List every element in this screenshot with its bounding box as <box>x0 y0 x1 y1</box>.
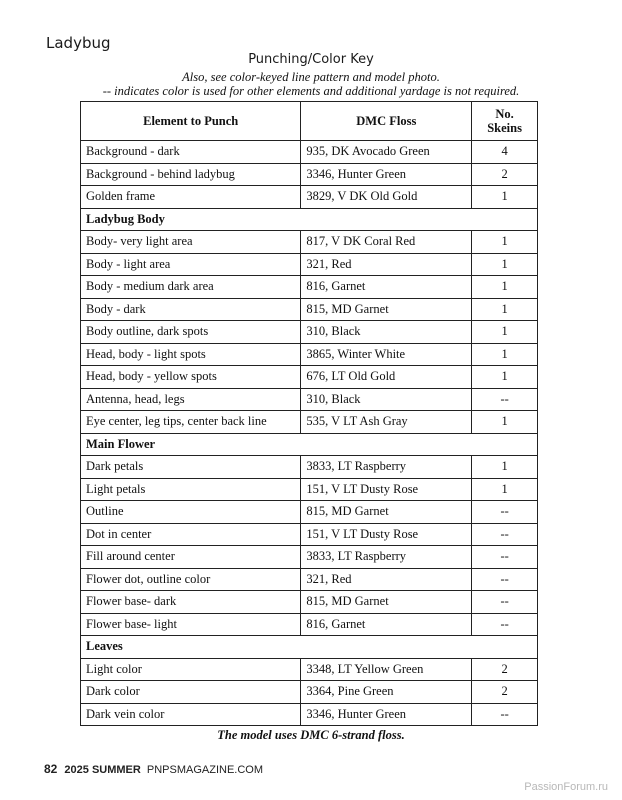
skeins-cell: 1 <box>472 366 538 389</box>
element-cell: Body - medium dark area <box>81 276 301 299</box>
floss-cell: 815, MD Garnet <box>301 298 472 321</box>
floss-cell: 815, MD Garnet <box>301 591 472 614</box>
floss-cell: 151, V LT Dusty Rose <box>301 478 472 501</box>
floss-cell: 3346, Hunter Green <box>301 163 472 186</box>
element-cell: Background - dark <box>81 141 301 164</box>
skeins-cell: 1 <box>472 411 538 434</box>
element-cell: Body outline, dark spots <box>81 321 301 344</box>
footnote: The model uses DMC 6-strand floss. <box>217 728 405 742</box>
element-cell: Eye center, leg tips, center back line <box>81 411 301 434</box>
table-row <box>81 141 538 164</box>
skeins-cell: -- <box>472 568 538 591</box>
skeins-cell: -- <box>472 388 538 411</box>
watermark: PassionForum.ru <box>524 781 608 793</box>
floss-cell: 3833, LT Raspberry <box>301 546 472 569</box>
table-row <box>81 568 538 591</box>
element-cell: Fill around center <box>81 546 301 569</box>
floss-cell: 817, V DK Coral Red <box>301 231 472 254</box>
floss-cell: 310, Black <box>301 388 472 411</box>
group-row <box>81 433 538 456</box>
header-element: Element to Punch <box>81 102 301 141</box>
element-cell: Body- very light area <box>81 231 301 254</box>
table-row <box>81 681 538 704</box>
table-row <box>81 343 538 366</box>
element-cell: Antenna, head, legs <box>81 388 301 411</box>
table-row <box>81 276 538 299</box>
skeins-cell: 1 <box>472 276 538 299</box>
skeins-cell: 2 <box>472 658 538 681</box>
group-row <box>81 636 538 659</box>
element-cell: Light petals <box>81 478 301 501</box>
floss-cell: 676, LT Old Gold <box>301 366 472 389</box>
floss-cell: 151, V LT Dusty Rose <box>301 523 472 546</box>
skeins-cell: -- <box>472 523 538 546</box>
floss-cell: 310, Black <box>301 321 472 344</box>
element-cell: Flower base- light <box>81 613 301 636</box>
floss-cell: 935, DK Avocado Green <box>301 141 472 164</box>
skeins-cell: -- <box>472 501 538 524</box>
element-cell: Background - behind ladybug <box>81 163 301 186</box>
table-row <box>81 411 538 434</box>
skeins-cell: 1 <box>472 298 538 321</box>
table-row <box>81 253 538 276</box>
skeins-cell: 1 <box>472 186 538 209</box>
skeins-cell: -- <box>472 546 538 569</box>
element-cell: Head, body - light spots <box>81 343 301 366</box>
floss-cell: 321, Red <box>301 568 472 591</box>
note-line-2: -- indicates color is used for other elements and additional yardage is not required. <box>102 84 520 98</box>
element-cell: Head, body - yellow spots <box>81 366 301 389</box>
floss-cell: 815, MD Garnet <box>301 501 472 524</box>
table-row <box>81 163 538 186</box>
issue-label: 2025 SUMMER <box>64 764 141 776</box>
table-row <box>81 321 538 344</box>
table-row <box>81 456 538 479</box>
table-row <box>81 703 538 726</box>
floss-cell: 3829, V DK Old Gold <box>301 186 472 209</box>
section-title: Ladybug <box>46 34 111 52</box>
table-row <box>81 591 538 614</box>
table-row <box>81 501 538 524</box>
skeins-cell: 1 <box>472 231 538 254</box>
skeins-cell: -- <box>472 613 538 636</box>
group-label: Leaves <box>81 636 538 659</box>
group-label: Ladybug Body <box>81 208 538 231</box>
table-row <box>81 186 538 209</box>
group-label: Main Flower <box>81 433 538 456</box>
floss-cell: 3865, Winter White <box>301 343 472 366</box>
element-cell: Dot in center <box>81 523 301 546</box>
table-row <box>81 366 538 389</box>
skeins-cell: 2 <box>472 681 538 704</box>
table-row <box>81 298 538 321</box>
color-key-table <box>80 101 538 726</box>
element-cell: Dark petals <box>81 456 301 479</box>
element-cell: Dark color <box>81 681 301 704</box>
element-cell: Outline <box>81 501 301 524</box>
floss-cell: 816, Garnet <box>301 276 472 299</box>
table-body <box>81 141 538 726</box>
skeins-cell: 2 <box>472 163 538 186</box>
element-cell: Light color <box>81 658 301 681</box>
element-cell: Golden frame <box>81 186 301 209</box>
skeins-cell: 1 <box>472 253 538 276</box>
magazine-site: PNPSMAGAZINE.COM <box>146 764 264 776</box>
floss-cell: 535, V LT Ash Gray <box>301 411 472 434</box>
table-header-row <box>81 102 538 141</box>
floss-cell: 321, Red <box>301 253 472 276</box>
table-row <box>81 478 538 501</box>
element-cell: Flower dot, outline color <box>81 568 301 591</box>
header-skeins: No. Skeins <box>472 102 538 141</box>
table-row <box>81 388 538 411</box>
skeins-cell: 1 <box>472 478 538 501</box>
element-cell: Body - light area <box>81 253 301 276</box>
floss-cell: 816, Garnet <box>301 613 472 636</box>
page-number: 82 <box>44 762 58 776</box>
floss-cell: 3348, LT Yellow Green <box>301 658 472 681</box>
skeins-cell: -- <box>472 591 538 614</box>
note-line-1: Also, see color-keyed line pattern and model photo. <box>182 70 440 84</box>
page-footer <box>44 762 263 776</box>
table-row <box>81 613 538 636</box>
table-row <box>81 546 538 569</box>
element-cell: Dark vein color <box>81 703 301 726</box>
skeins-cell: 1 <box>472 456 538 479</box>
group-row <box>81 208 538 231</box>
floss-cell: 3346, Hunter Green <box>301 703 472 726</box>
header-floss: DMC Floss <box>301 102 472 141</box>
table-row <box>81 523 538 546</box>
table-row <box>81 658 538 681</box>
skeins-cell: 1 <box>472 343 538 366</box>
floss-cell: 3364, Pine Green <box>301 681 472 704</box>
key-title: Punching/Color Key <box>248 52 374 67</box>
skeins-cell: 1 <box>472 321 538 344</box>
skeins-cell: -- <box>472 703 538 726</box>
skeins-cell: 4 <box>472 141 538 164</box>
element-cell: Flower base- dark <box>81 591 301 614</box>
table-row <box>81 231 538 254</box>
floss-cell: 3833, LT Raspberry <box>301 456 472 479</box>
element-cell: Body - dark <box>81 298 301 321</box>
